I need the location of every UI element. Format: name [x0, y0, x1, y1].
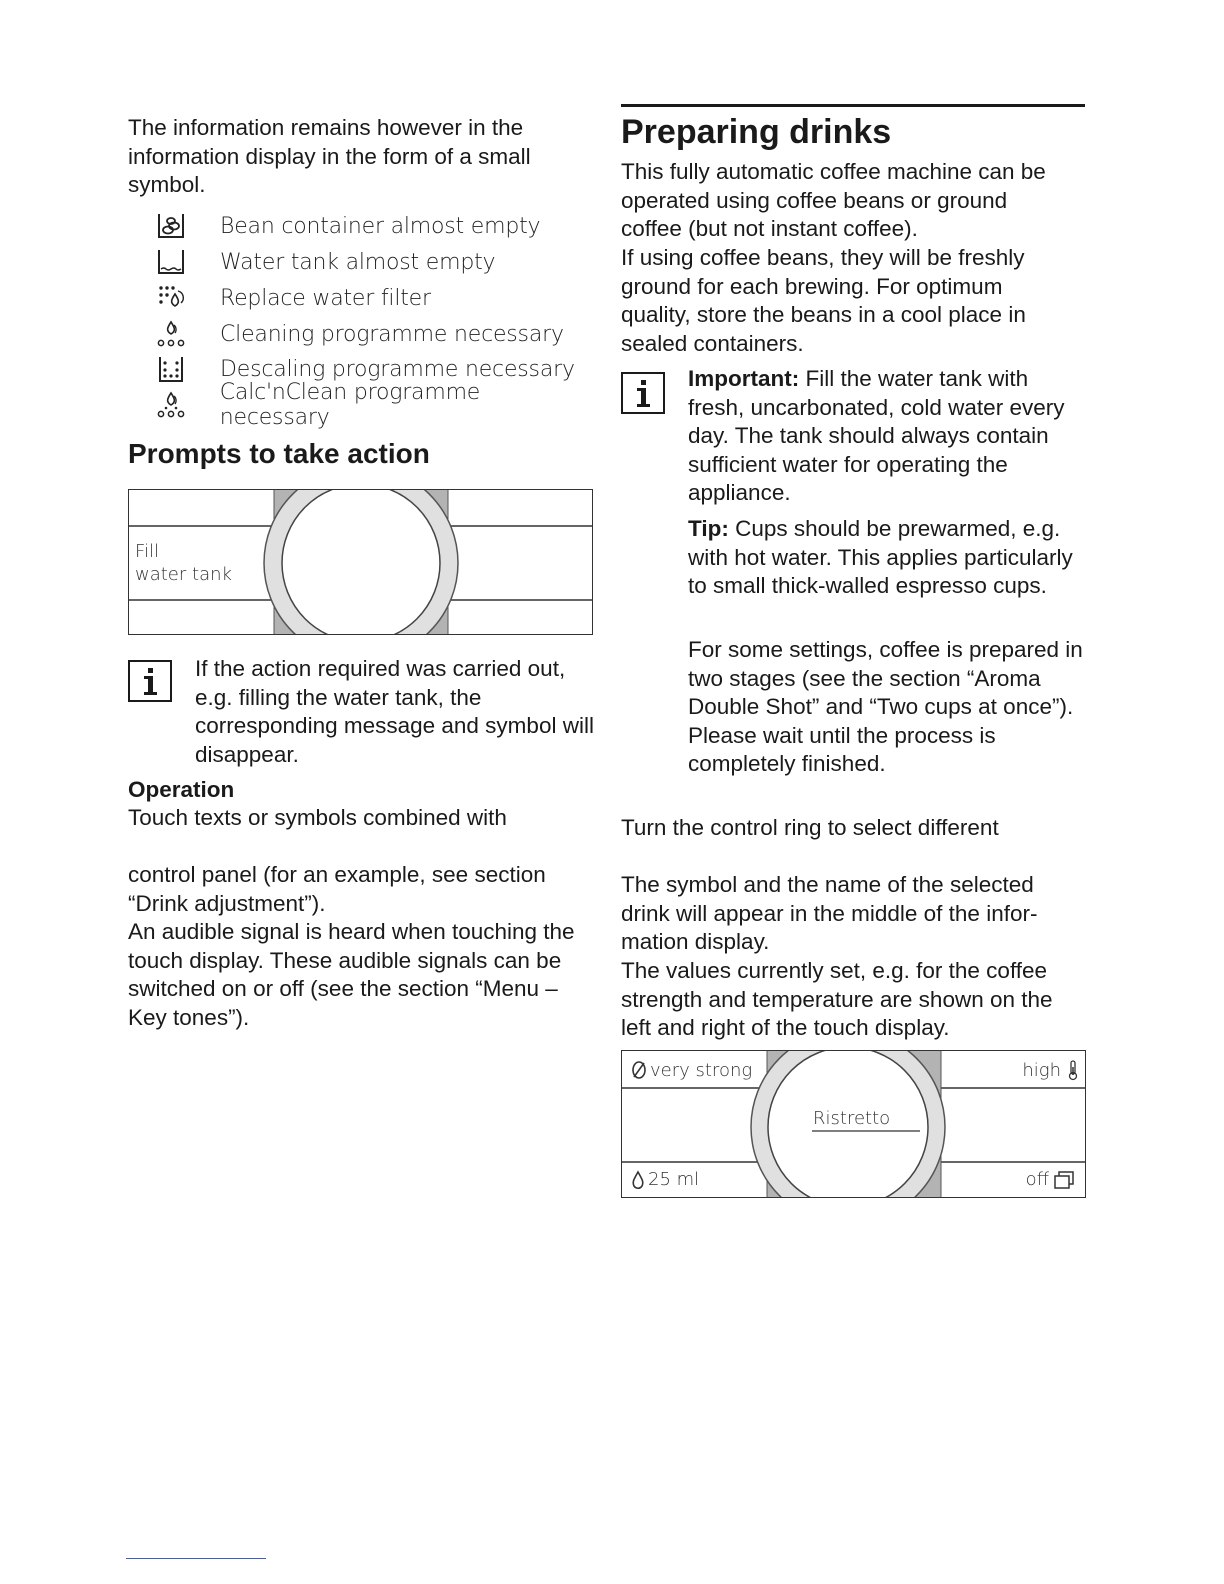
- operation-heading: Operation: [128, 777, 235, 802]
- important-label: Important:: [688, 366, 800, 391]
- legend-item: [128, 319, 564, 349]
- bean-container-icon: [154, 211, 188, 241]
- drink-name: Ristretto: [813, 1108, 891, 1129]
- info-icon: [128, 660, 172, 702]
- display-message-line1: Fill: [135, 541, 160, 562]
- water-tank-icon: [154, 247, 188, 277]
- cups-value: off: [1025, 1169, 1049, 1190]
- water-filter-icon: [154, 283, 188, 313]
- two-stages-text: For some settings, coffee is prepared in two stages (see the section “Aroma Double Shot” and “Two cups at once”). Please wait until the process is completely finished.: [688, 637, 1083, 777]
- legend-item: [128, 283, 431, 313]
- volume-drop-icon: [630, 1170, 646, 1195]
- legend-label: Cleaning programme necessary: [220, 321, 564, 347]
- values-text: The values currently set, e.g. for the coffee strength and temperature are shown on the left and right of the touch display.: [621, 958, 1053, 1041]
- legend-label: Calc'nClean programme necessary: [219, 380, 481, 430]
- legend-item: [128, 380, 594, 430]
- footnote-rule: [126, 1558, 266, 1559]
- thermometer-icon: [1067, 1059, 1079, 1086]
- preparing-drinks-heading: Preparing drinks: [621, 113, 892, 151]
- control-ring-center: [282, 490, 440, 635]
- legend-label: Descaling programme necessary: [220, 356, 575, 382]
- info-icon: [621, 372, 665, 414]
- section-rule: [621, 104, 1085, 107]
- tip-label: Tip:: [688, 516, 729, 541]
- calc-clean-icon: [154, 390, 188, 420]
- prompts-heading: Prompts to take action: [128, 438, 430, 469]
- legend-label: Water tank almost empty: [220, 249, 496, 275]
- audible-signal-text: An audible signal is heard when touching the touch display. These audible signals can be switched on or off (see the section “Menu – Key tones”).: [128, 919, 575, 1030]
- strength-icon: [630, 1060, 648, 1085]
- double-cup-icon: [1053, 1170, 1077, 1195]
- important-text: Fill the water tank with fresh, uncarbonated, cold water every day. The tank should always contain sufficient water for operating the appliance.: [688, 366, 1065, 506]
- display-graphic: [129, 490, 593, 635]
- tip-note: [688, 515, 1088, 601]
- important-note: [688, 365, 1088, 508]
- operation-text: Touch texts or symbols combined with: [128, 805, 507, 830]
- control-panel-text: control panel (for an example, see section “Drink adjustment”).: [128, 862, 546, 916]
- touch-display-ristretto: [621, 1050, 1086, 1198]
- descaling-icon: [154, 354, 188, 384]
- legend-item: [128, 247, 495, 277]
- intro-paragraph: The information remains however in the information display in the form of a small symbol.: [128, 115, 531, 198]
- symbol-text: The symbol and the name of the selected drink will appear in the middle of the information display.: [621, 872, 1038, 955]
- temperature-value: high: [1022, 1060, 1061, 1081]
- volume-value: 25 ml: [648, 1169, 700, 1190]
- cleaning-icon: [154, 319, 188, 349]
- machine-intro: This fully automatic coffee machine can be operated using coffee beans or ground coffee (but not instant coffee).: [621, 159, 1046, 242]
- legend-label: Replace water filter: [220, 285, 431, 311]
- touch-display-fill-water: [128, 489, 593, 635]
- legend-label: Bean container almost empty: [220, 213, 541, 239]
- legend-item: [128, 211, 540, 241]
- strength-value: very strong: [650, 1060, 753, 1081]
- tip-text: Cups should be prewarmed, e.g. with hot water. This applies particularly to small thick-walled espresso cups.: [688, 516, 1073, 599]
- display-message-line2: water tank: [135, 564, 232, 585]
- turn-ring-text: Turn the control ring to select different: [621, 815, 999, 840]
- beans-text: If using coffee beans, they will be freshly ground for each brewing. For optimum quality, store the beans in a cool place in sealed containers.: [621, 245, 1026, 356]
- info-note: If the action required was carried out, e.g. filling the water tank, the corresponding message and symbol will disappear.: [195, 656, 594, 767]
